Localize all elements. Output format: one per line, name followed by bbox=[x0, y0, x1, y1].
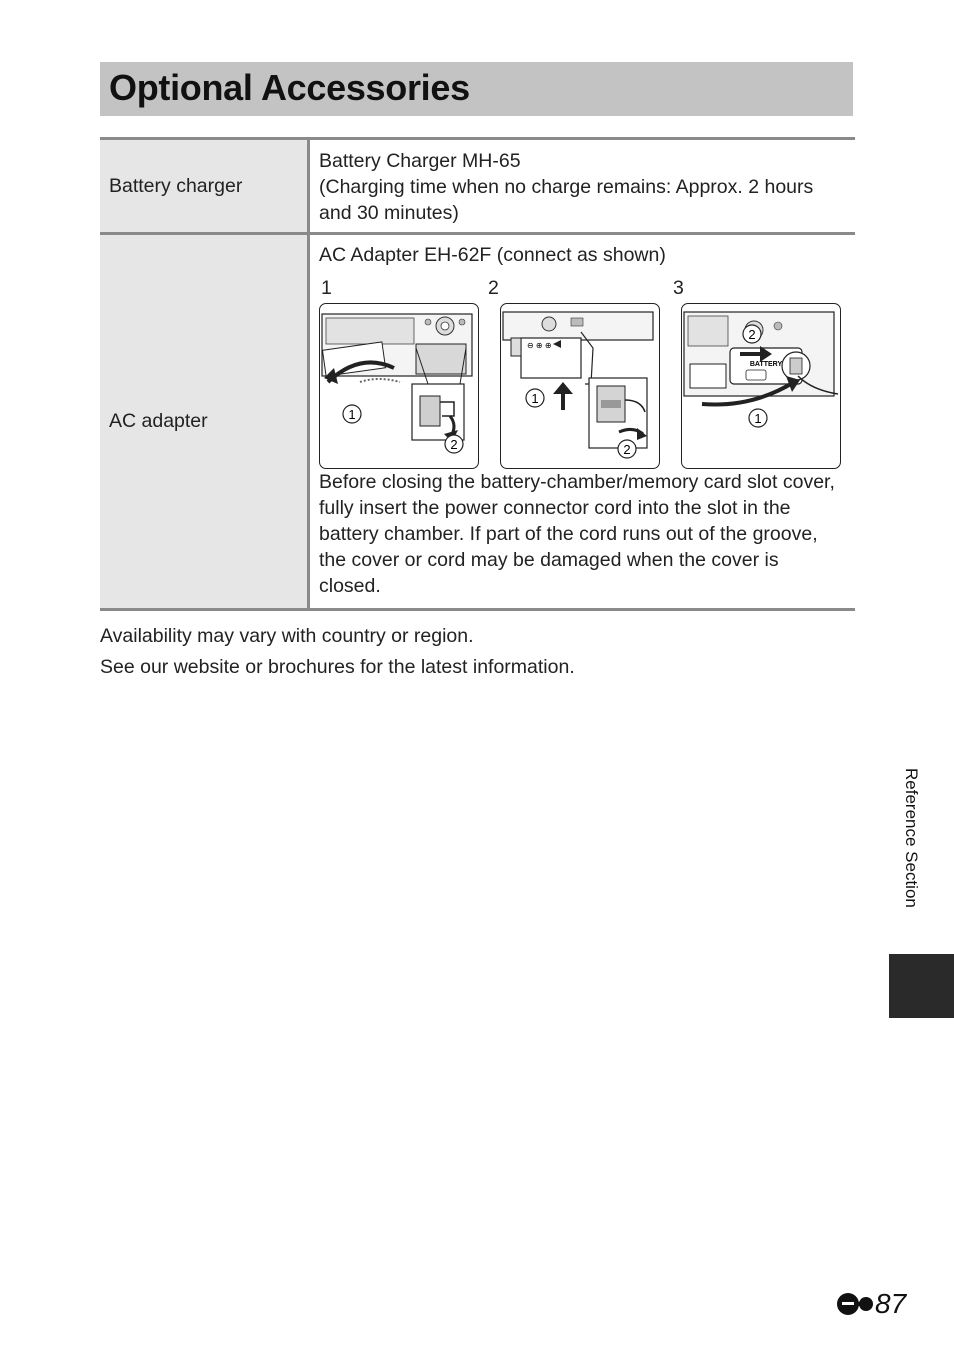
row-label-ac-adapter: AC adapter bbox=[100, 234, 309, 610]
note-availability: Availability may vary with country or region. bbox=[100, 625, 474, 647]
callout-label: 2 bbox=[623, 442, 631, 457]
row-label-battery-charger: Battery charger bbox=[100, 139, 309, 234]
side-tab-marker bbox=[889, 954, 954, 1018]
row-content-battery-charger bbox=[309, 139, 856, 234]
accessories-table bbox=[100, 137, 855, 611]
note-website: See our website or brochures for the latest information. bbox=[100, 656, 575, 678]
charger-model: Battery Charger MH-65 bbox=[319, 150, 521, 172]
camera-open-cover-illustration bbox=[320, 304, 478, 468]
page-title: Optional Accessories bbox=[109, 67, 470, 108]
row-content-ac-adapter bbox=[309, 234, 856, 610]
close-cover-illustration bbox=[682, 304, 840, 468]
insert-connector-illustration bbox=[501, 304, 659, 468]
cover-label: BATTERY bbox=[749, 361, 783, 368]
reference-section-e-icon bbox=[836, 1291, 874, 1317]
terminal-marks: ⊖ ⊕ ⊕ bbox=[527, 341, 552, 350]
availability-notes bbox=[100, 621, 575, 683]
page-number-text: 87 bbox=[875, 1288, 907, 1319]
step-number-1: 1 bbox=[321, 277, 332, 299]
figure-step-2 bbox=[500, 303, 660, 469]
step-numbers bbox=[319, 268, 841, 302]
title-bar bbox=[100, 62, 853, 116]
side-tab-label: Reference Section bbox=[902, 768, 921, 908]
callout-label: 2 bbox=[748, 327, 756, 342]
adapter-intro: AC Adapter EH-62F (connect as shown) bbox=[319, 244, 666, 266]
connection-figures bbox=[319, 303, 841, 469]
adapter-caution-note: Before closing the battery-chamber/memory card slot cover, fully insert the power connector cord into the slot in the battery chamber. If part of the cord runs out of the groove, the cover or cord may be damaged when the cover is closed. bbox=[319, 471, 835, 597]
callout-label: 1 bbox=[348, 407, 356, 422]
callout-label: 1 bbox=[754, 411, 762, 426]
table-row-battery-charger bbox=[100, 139, 855, 234]
callout-label: 2 bbox=[450, 437, 458, 452]
step-number-2: 2 bbox=[488, 277, 499, 299]
figure-step-1 bbox=[319, 303, 479, 469]
callout-label: 1 bbox=[531, 391, 539, 406]
table-row-ac-adapter bbox=[100, 234, 855, 610]
page-number bbox=[836, 1288, 906, 1320]
charger-charging-time: (Charging time when no charge remains: Approx. 2 hours and 30 minutes) bbox=[319, 176, 814, 224]
step-number-3: 3 bbox=[673, 277, 684, 299]
figure-step-3 bbox=[681, 303, 841, 469]
